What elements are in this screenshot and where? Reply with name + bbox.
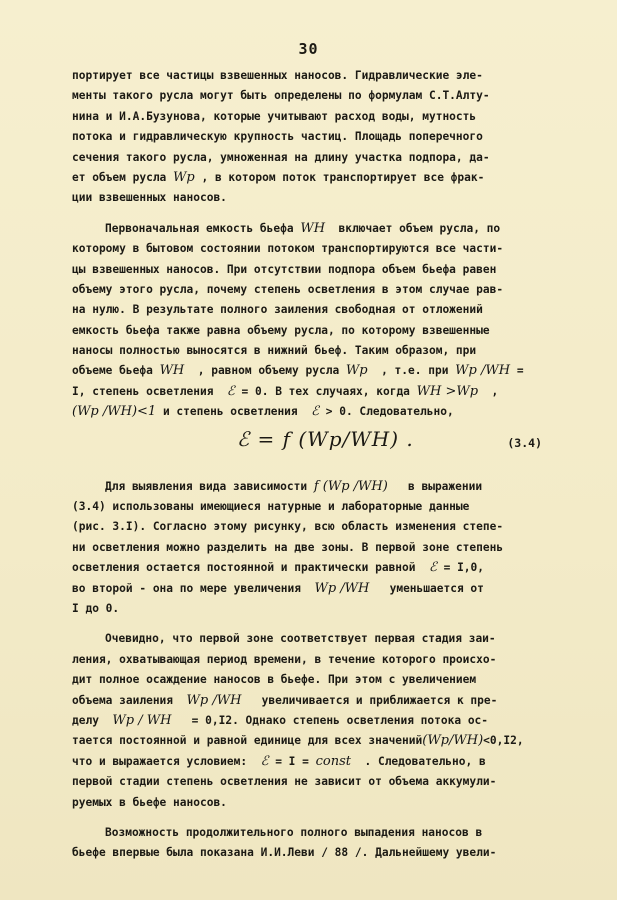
handwritten-symbol: (Wp /WH)<1 — [72, 404, 157, 420]
text-run: , равном объему русла — [184, 364, 346, 378]
handwritten-symbol: Wp /WH — [455, 363, 511, 379]
text-line — [72, 731, 550, 751]
text-line — [72, 168, 550, 188]
text-run: в выражении — [387, 479, 483, 493]
text-line: нина и И.А.Бузунова, которые учитывают расход воды, мутность — [72, 109, 477, 123]
handwritten-symbol: WH — [159, 363, 185, 379]
text-line: на нулю. В результате полного заиления свободная от отложений — [72, 303, 483, 317]
handwritten-symbol: ℰ — [226, 383, 235, 399]
text-run: > 0. Следовательно, — [319, 405, 454, 419]
handwritten-symbol: WH — [300, 220, 326, 236]
text-run: и степень осветления — [156, 405, 312, 419]
text-line: наносы полностью выносятся в нижний бьеф. Таким образом, при — [72, 344, 477, 358]
text-line: цы взвешенных наносов. При отсутствии подпора объем бьефа равен — [72, 262, 497, 276]
handwritten-symbol: f (Wp /WH) — [313, 478, 388, 494]
text-line — [72, 477, 550, 497]
text-line — [72, 711, 550, 731]
text-run: I, степень осветления — [72, 384, 227, 398]
text-line: первой стадии степень осветления не зависит от объема аккумули- — [72, 775, 497, 789]
page-number: 30 — [298, 40, 319, 58]
handwritten-symbol: Wp — [345, 363, 368, 379]
handwritten-symbol: ℰ — [260, 753, 269, 769]
text-line — [72, 382, 550, 402]
text-line — [72, 361, 550, 381]
text-run: осветления остается постоянной и практически равной — [72, 561, 429, 575]
paragraph-3 — [72, 477, 550, 620]
equation-expression: ℰ = f (Wp/WH) . — [237, 426, 414, 451]
text-line — [72, 219, 550, 239]
text-line: (3.4) использованы имеющиеся натурные и лабораторные данные — [72, 500, 470, 514]
text-run: = 0. В тех случаях, когда — [234, 384, 417, 398]
paragraph-5 — [72, 823, 550, 864]
handwritten-symbol: Wp — [173, 169, 195, 185]
text-line: (рис. 3.I). Согласно этому рисунку, всю область изменения степе- — [72, 520, 504, 534]
text-run: , т.е. при — [367, 364, 456, 378]
equation-number: (3.4) — [507, 435, 542, 450]
text-line — [72, 402, 550, 422]
handwritten-symbol: const — [315, 753, 352, 769]
text-line: потока и гидравлическую крупность частиц. Площадь поперечного — [72, 130, 483, 144]
equation-3-4 — [72, 423, 550, 467]
text-run: Первоначальная емкость бьефа — [105, 221, 301, 235]
text-line: объему этого русла, почему степень осветления в этом случае рав- — [72, 282, 504, 296]
text-run: ет объем русла — [72, 170, 174, 184]
text-line: емкость бьефа также равна объему русла, по которому взвешенные — [72, 323, 490, 337]
text-line: менты такого русла могут быть определены по формулам С.Т.Алту- — [72, 89, 490, 103]
text-run: объема заиления — [72, 693, 187, 707]
text-run: , — [478, 384, 499, 398]
text-run: увеличивается и приближается к пре- — [241, 693, 498, 707]
text-line: ции взвешенных наносов. — [72, 191, 227, 205]
paragraph-1 — [72, 66, 550, 209]
text-line: которому в бытовом состоянии потоком транспортируются все части- — [72, 242, 504, 256]
text-run: = — [510, 364, 524, 378]
text-run: во второй - она по мере увеличения — [72, 581, 315, 595]
text-run: . Следовательно, в — [351, 754, 486, 768]
text-run: <0,I2, — [483, 734, 524, 748]
paragraph-2 — [72, 219, 550, 423]
text-run: уменьшается от — [369, 581, 484, 595]
text-run: = 0,I2. Однако степень осветления потока ос- — [171, 713, 489, 727]
text-run: = I = — [268, 754, 316, 768]
text-run: что и выражается условием: — [72, 754, 261, 768]
text-line — [72, 752, 550, 772]
text-run: включает объем русла, по — [325, 221, 501, 235]
handwritten-symbol: WH >Wp — [416, 383, 479, 399]
text-run: тается постоянной и равной единице для всех значений — [72, 734, 423, 748]
handwritten-symbol: Wp /WH — [186, 692, 242, 708]
handwritten-symbol: Wp /WH — [314, 580, 370, 596]
text-run: делу — [72, 713, 113, 727]
text-line: ни осветления можно разделить на две зоны. В первой зоне степень — [72, 540, 504, 554]
text-line: руемых в бьефе наносов. — [72, 795, 227, 809]
text-line: дит полное осаждение наносов в бьефе. При этом с увеличением — [72, 673, 477, 687]
text-line — [72, 579, 550, 599]
handwritten-symbol: ℰ — [428, 560, 437, 576]
text-run: объеме бьефа — [72, 364, 160, 378]
text-run: = I,0, — [436, 561, 485, 575]
text-line: бьефе впервые была показана И.И.Леви / 88 /. Дальнейшему увели- — [72, 846, 497, 860]
text-line: ления, охватывающая период времени, в течение которого происхо- — [72, 652, 497, 666]
text-line: портирует все частицы взвешенных наносов. Гидравлические эле- — [72, 69, 483, 82]
handwritten-symbol: ℰ — [311, 404, 319, 420]
text-line: Очевидно, что первой зоне соответствует первая стадия заи- — [105, 632, 496, 646]
text-run: , в котором поток транспортирует все фрак- — [194, 170, 485, 184]
text-line: Возможность продолжительного полного выпадения наносов в — [105, 825, 483, 839]
paragraph-4 — [72, 629, 550, 813]
text-line — [72, 691, 550, 711]
handwritten-symbol: Wp / WH — [112, 712, 172, 728]
text-line — [72, 558, 550, 578]
handwritten-symbol: (Wp/WH) — [422, 733, 484, 749]
text-line: I до 0. — [72, 601, 120, 615]
text-line: сечения такого русла, умноженная на длину участка подпора, да- — [72, 150, 490, 164]
text-run: Для выявления вида зависимости — [105, 479, 314, 493]
body-text — [72, 66, 550, 864]
